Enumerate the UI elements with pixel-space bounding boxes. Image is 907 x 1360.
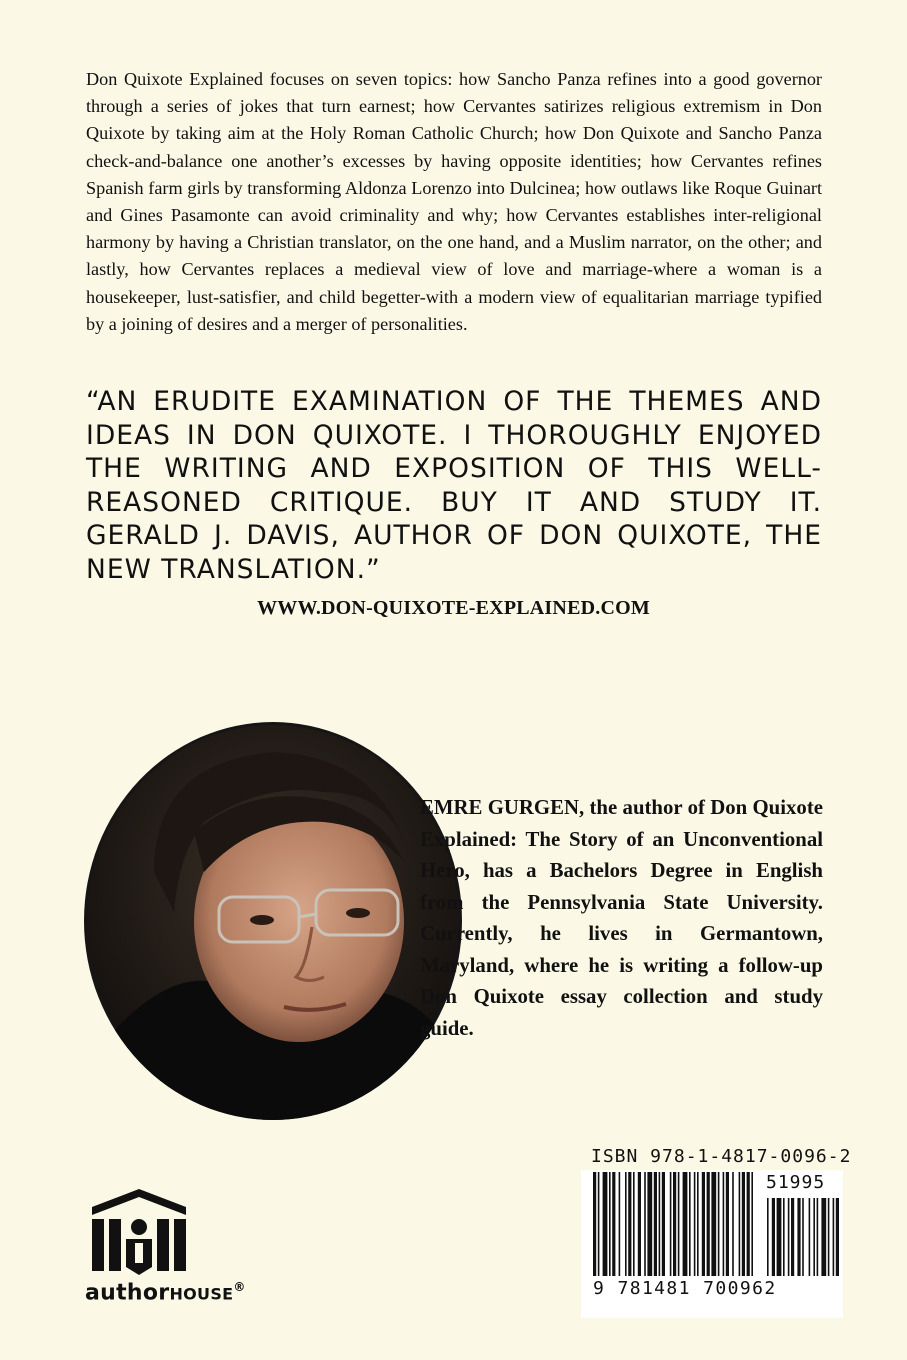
publisher-name: authorHOUSE® (85, 1280, 246, 1306)
isbn-label: ISBN 978-1-4817-0096-2 (591, 1146, 852, 1167)
review-quote: “AN ERUDITE EXAMINATION OF THE THEMES AND IDEAS IN DON QUIXOTE. I THOROUGHLY ENJOYED THE WRITING AND EXPOSITION OF THIS WELL-REASONED CRITIQUE. BUY IT AND STUDY IT. GERALD J. DAVIS, AUTHOR OF DON QUIXOTE, THE NEW TRANSLATION.” (86, 386, 822, 585)
author-bio-text: the author of Don Quixote Explained: The Story of an Unconventional Hero, has a Bachelors Degree in English from the Pennsylvania State University. Currently, he lives in Germantown, Maryland, where he is writing a follow-up Don Quixote essay collection and study guide. (420, 796, 823, 1040)
author-photo (84, 722, 462, 1120)
author-bio (420, 792, 823, 1044)
authorhouse-logo-icon (86, 1185, 192, 1277)
price-code: 51995 (766, 1172, 826, 1193)
website-link[interactable]: WWW.DON-QUIXOTE-EXPLAINED.COM (257, 597, 650, 619)
author-name: EMRE GURGEN, (420, 796, 585, 819)
barcode-digits: 9 781481 700962 (593, 1278, 777, 1299)
book-description: Don Quixote Explained focuses on seven topics: how Sancho Panza refines into a good governor through a series of jokes that turn earnest; how Cervantes satirizes religious extremism in Don Quixote by taking aim at the Holy Roman Catholic Church; how Don Quixote and Sancho Panza check-and-balance one another’s excesses by having opposite identities; how Cervantes refines Spanish farm girls by transforming Aldonza Lorenzo into Dulcinea; how outlaws like Roque Guinart and Gines Pasamonte can avoid criminality and why; how Cervantes establishes inter-religional harmony by having a Christian translator, on the one hand, and a Muslim narrator, on the other; and lastly, how Cervantes replaces a medieval view of love and marriage-where a woman is a housekeeper, lust-satisfier, and child begetter-with a modern view of equalitarian marriage typified by a joining of desires and a merger of personalities. (86, 69, 822, 334)
